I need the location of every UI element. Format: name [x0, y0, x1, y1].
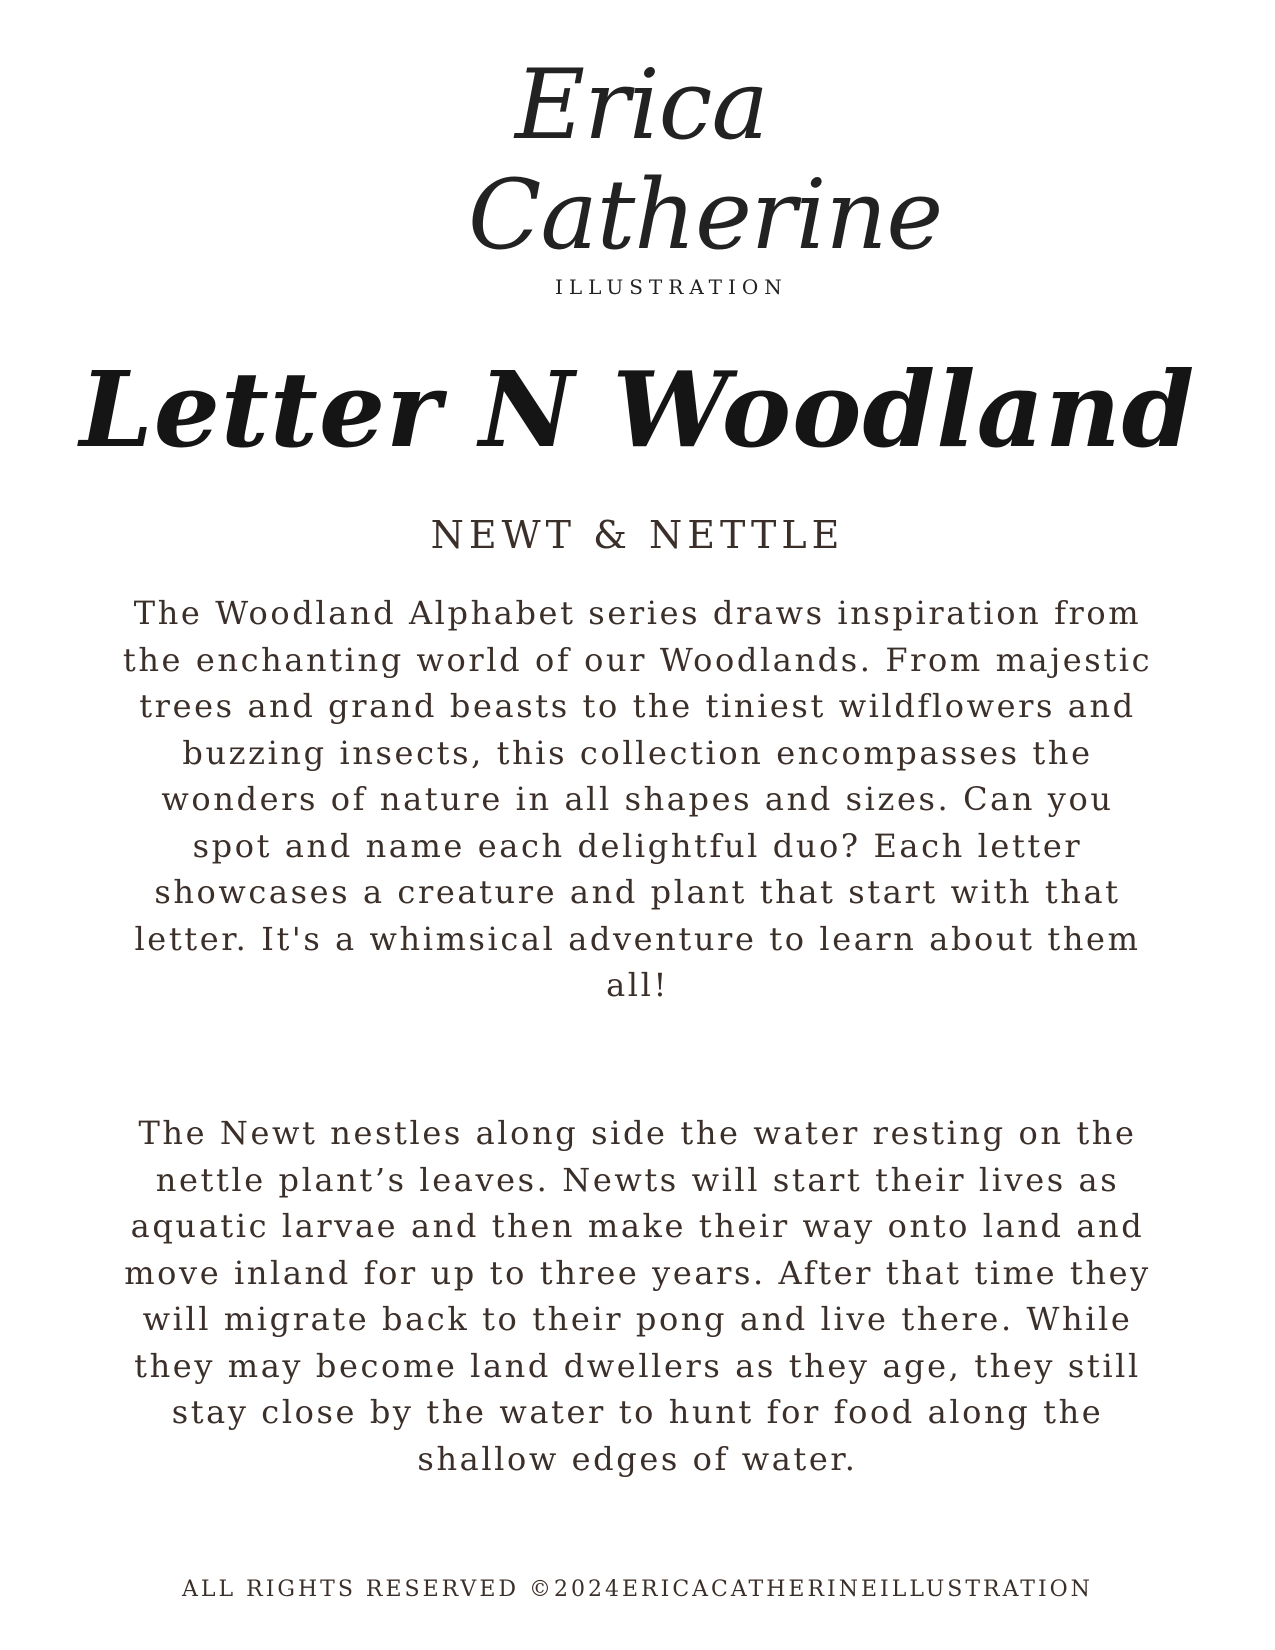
logo-subline: ILLUSTRATION — [555, 275, 788, 299]
page-title: Letter N Woodland — [79, 348, 1196, 471]
logo-line-first-name: Erica — [515, 49, 768, 161]
brand-logo — [0, 40, 1275, 310]
intro-paragraph: The Woodland Alphabet series draws inspiration from the enchanting world of our Woodlands. From majestic trees and grand beasts to the tiniest wildflowers and buzzing insects, this collection encompasses the wonders of nature in all shapes and sizes. Can you spot and name each delightful duo? Each letter showcases a creature and plant that start with that letter. It's a whimsical adventure to learn about them all! — [122, 594, 1153, 1004]
logo-line-last-name: Catherine — [468, 159, 943, 271]
page-subtitle: NEWT & NETTLE — [430, 513, 845, 557]
description-paragraph: The Newt nestles along side the water resting on the nettle plant’s leaves. Newts will start their lives as aquatic larvae and then make their way onto land and move inland for up to three years. After that time they will migrate back to their pong and live there. While they may become land dwellers as they age, they still stay close by the water to hunt for food along the shallow edges of water. — [124, 1114, 1151, 1478]
copyright-footer: ALL RIGHTS RESERVED ©2024ERICACATHERINEILLUSTRATION — [182, 1577, 1093, 1602]
